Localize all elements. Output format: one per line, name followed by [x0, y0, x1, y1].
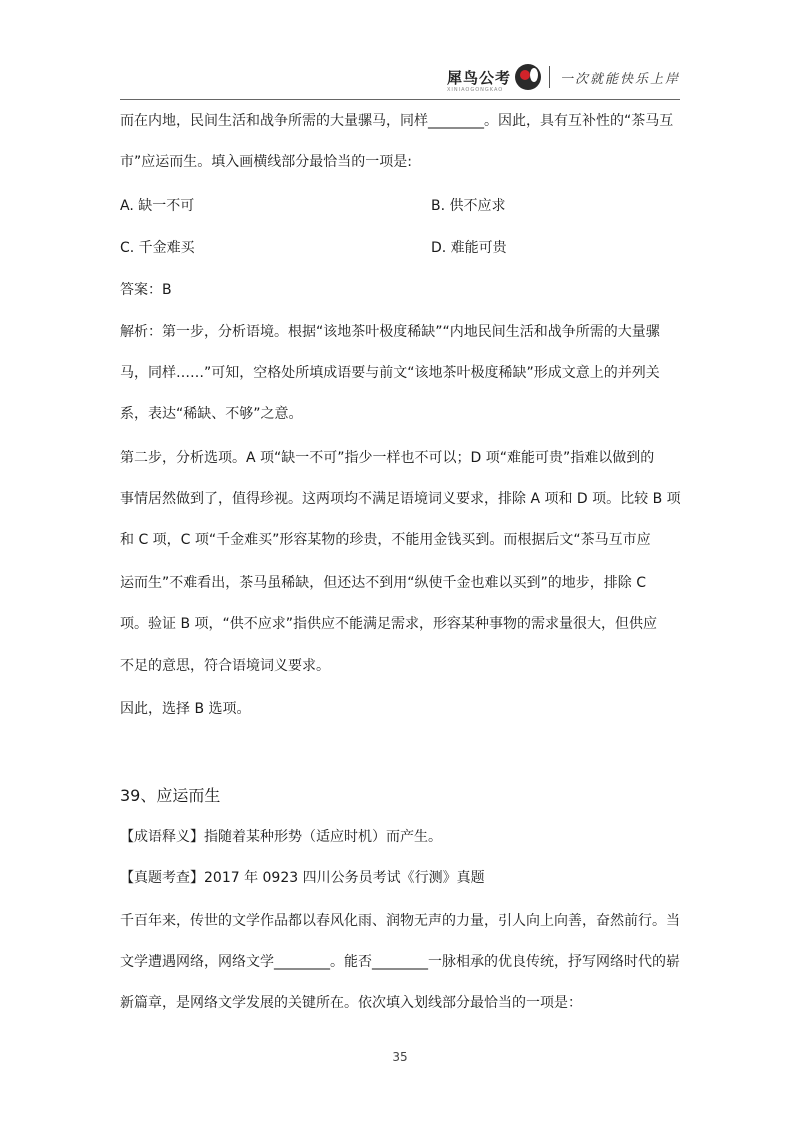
analysis-step2-line-2: 事情居然做到了，值得珍视。这两项均不满足语境词义要求，排除 A 项和 D 项。比较 B 项	[120, 491, 681, 507]
analysis-step2-line-5: 项。验证 B 项，“供不应求”指供应不能满足需求，形容某种事物的需求量很大，但供应	[120, 616, 658, 632]
analysis-step2-line-3: 和 C 项，C 项“千金难买”形容某物的珍贵，不能用金钱买到。而根据后文“茶马互市应	[120, 532, 651, 548]
idiom-definition: 【成语释义】指随着某种形势（适应时机）而产生。	[120, 829, 442, 845]
analysis-step2-line-1: 第二步，分析选项。A 项“缺一不可”指少一样也不可以；D 项“难能可贵”指难以做到的	[120, 450, 655, 466]
brand-text	[446, 67, 511, 93]
brand-block	[446, 64, 680, 93]
analysis-line-1: 解析：第一步，分析语境。根据“该地茶叶极度稀缺”“内地民间生活和战争所需的大量骡	[120, 324, 660, 340]
option-d: D. 难能可贵	[431, 240, 507, 256]
section-title: 39、应运而生	[120, 786, 221, 805]
analysis-line-2: 马，同样……”可知，空格处所填成语要与前文“该地茶叶极度稀缺”形成文意上的并列关	[120, 365, 660, 381]
page-number: 35	[392, 1050, 408, 1064]
question2-line-3: 新篇章，是网络文学发展的关键所在。依次填入划线部分最恰当的一项是：	[120, 995, 582, 1011]
brand-subtitle: XINIAOGONGKAO	[446, 86, 504, 93]
exam-source: 【真题考查】2017 年 0923 四川公务员考试《行测》真题	[120, 870, 485, 886]
hornbill-logo-icon	[515, 64, 541, 90]
brand-slogan: 一次就能快乐上岸	[559, 71, 680, 87]
page-header	[120, 60, 680, 100]
option-b: B. 供不应求	[431, 198, 506, 214]
brand-name: 犀鸟公考	[446, 68, 511, 87]
question2-line-1: 千百年来，传世的文学作品都以春风化雨、润物无声的力量，引人向上向善，奋然前行。当	[120, 913, 680, 929]
option-a: A. 缺一不可	[120, 198, 195, 214]
option-c: C. 千金难买	[120, 240, 195, 256]
header-rule	[120, 99, 680, 100]
conclusion: 因此，选择 B 选项。	[120, 701, 251, 717]
question-line-1: 而在内地，民间生活和战争所需的大量骡马，同样________。因此，具有互补性的“茶马互	[120, 113, 674, 129]
analysis-step2-line-6: 不足的意思，符合语境词义要求。	[120, 658, 330, 674]
answer: 答案：B	[120, 282, 172, 298]
question2-line-2: 文学遭遇网络，网络文学________。能否________一脉相承的优良传统，抒写网络时代的崭	[120, 954, 680, 970]
analysis-step2-line-4: 运而生”不难看出，茶马虽稀缺，但还达不到用“纵使千金也难以买到”的地步，排除 C	[120, 575, 646, 591]
brand-divider	[549, 66, 550, 88]
question-line-2: 市”应运而生。填入画横线部分最恰当的一项是:	[120, 154, 412, 170]
analysis-line-3: 系，表达“稀缺、不够”之意。	[120, 406, 303, 422]
